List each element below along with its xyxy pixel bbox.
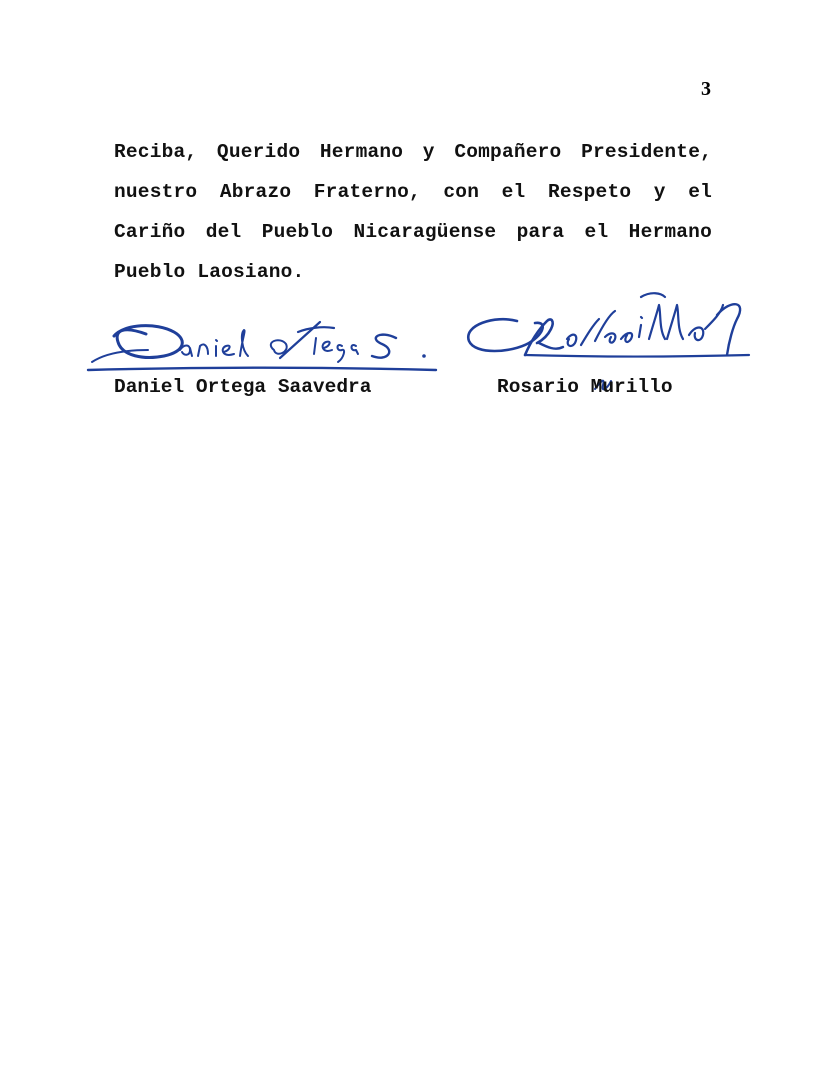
closing-paragraph: Reciba, Querido Hermano y Compañero Presidente, nuestro Abrazo Fraterno, con el Respeto y el Cariño del Pueblo Nicaragüense para el Hermano Pueblo Laosiano. <box>114 141 712 283</box>
signer-name-daniel-ortega: Daniel Ortega Saavedra <box>114 376 372 398</box>
signer-name-rosario-murillo: Rosario Murillo <box>497 376 673 398</box>
signature-daniel-ortega <box>84 310 444 385</box>
page-number: 3 <box>701 78 711 100</box>
